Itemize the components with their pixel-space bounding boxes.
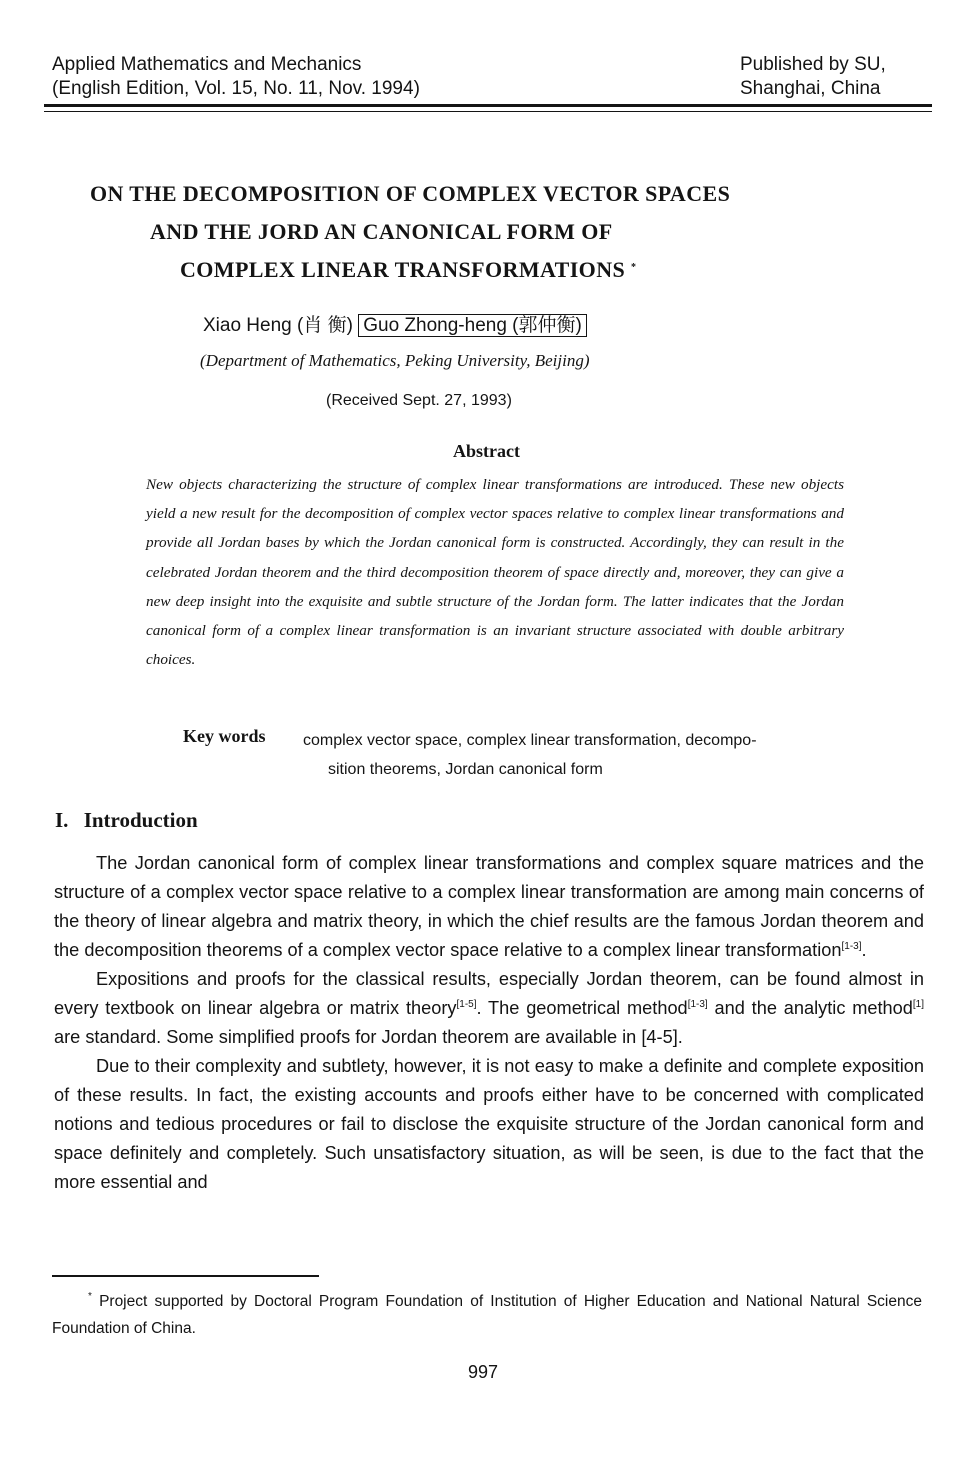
title-line-3 (180, 257, 636, 283)
footnote (52, 1288, 922, 1342)
section-heading (55, 808, 198, 833)
paragraph-1 (54, 849, 924, 965)
paragraph-1-text: The Jordan canonical form of complex linear transformations and complex square matrices and the structure of a complex vector space relative to a complex linear transformation are among main concerns of the theory of linear algebra and matrix theory, in which the chief results are the famous Jordan theorem and the decomposition theorems of a complex vector space relative to a complex linear transformation (54, 853, 924, 960)
journal-header (52, 53, 420, 101)
abstract-heading: Abstract (453, 441, 520, 461)
author-guo-zhong-heng: Guo Zhong-heng (郭仲衡) (358, 314, 587, 337)
received-date: (Received Sept. 27, 1993) (326, 392, 512, 409)
keywords-text (303, 726, 757, 784)
journal-name: Applied Mathematics and Mechanics (52, 54, 362, 75)
introduction-body (54, 849, 924, 1197)
citation-1-3: [1-3] (841, 941, 862, 952)
citation-analytic: [1] (912, 999, 925, 1010)
affiliation: (Department of Mathematics, Peking University, Beijing) (200, 351, 590, 370)
header-rule-thin (44, 111, 932, 112)
title-line-2: AND THE JORD AN CANONICAL FORM OF (150, 219, 613, 244)
paragraph-2-part-d: are standard. Some simplified proofs for Jordan theorem are available in [4-5]. (54, 1027, 683, 1047)
paragraph-2 (54, 965, 924, 1052)
paragraph-2-part-c: and the analytic method (707, 998, 913, 1018)
keywords-line-2: sition theorems, Jordan canonical form (328, 761, 603, 778)
paragraph-2-part-b: . The geometrical method (476, 998, 688, 1018)
paragraph-1-end: . (861, 940, 867, 960)
citation-geometric: [1-3] (687, 999, 708, 1010)
title-footnote-mark: * (631, 262, 637, 273)
footnote-rule (52, 1275, 319, 1277)
keywords-label: Key words (183, 726, 266, 746)
title-line-3-text: COMPLEX LINEAR TRANSFORMATIONS (180, 257, 626, 282)
section-number: I. (55, 808, 69, 832)
paragraph-3: Due to their complexity and subtlety, however, it is not easy to make a definite and complete exposition of these results. In fact, the existing accounts and proofs either have to be concerned with complicated notions and tedious procedures or fail to disclose the exquisite structure of the Jordan canonical form and space definitely and completely. Such unsatisfactory situation, as will be seen, is due to the fact that the more essential and (54, 1056, 924, 1192)
paragraph-2-part-a: Expositions and proofs for the classical results, especially Jordan theorem, can be found almost in every textbook on linear algebra or matrix theory (54, 969, 924, 1018)
abstract-text: New objects characterizing the structure of complex linear transformations are introduced. These new objects yield a new result for the decomposition of complex vector spaces relative to complex linear transformations and provide all Jordan bases by which the Jordan canonical form is constructed. Accordingly, they can result in the celebrated Jordan theorem and the third decomposition theorem of space directly and, moreover, they can give a new deep insight into the exquisite and subtle structure of the Jordan form. The latter indicates that the Jordan canonical form of a complex linear transformation is an invariant structure associated with double arbitrary choices. (146, 476, 844, 669)
page-number: 997 (468, 1362, 499, 1382)
publisher-location: Shanghai, China (740, 78, 881, 99)
footnote-text: Project supported by Doctoral Program Foundation of Institution of Higher Education and National Natural Science Foundation of China. (52, 1293, 922, 1337)
title-line-1: ON THE DECOMPOSITION OF COMPLEX VECTOR SPACES (90, 181, 731, 206)
footnote-mark: * (88, 1291, 92, 1302)
section-title: Introduction (83, 808, 198, 832)
citation-1-5: [1-5] (456, 999, 477, 1010)
keywords-line-1: complex vector space, complex linear transformation, decompo- (303, 732, 757, 749)
header-rule-thick (44, 104, 932, 107)
journal-edition: (English Edition, Vol. 15, No. 11, Nov. 1994) (52, 78, 420, 99)
author-xiao-heng: Xiao Heng (肖 衡) (203, 315, 353, 336)
publisher-header (740, 53, 886, 101)
publisher-name: Published by SU, (740, 54, 886, 75)
authors (203, 310, 587, 337)
